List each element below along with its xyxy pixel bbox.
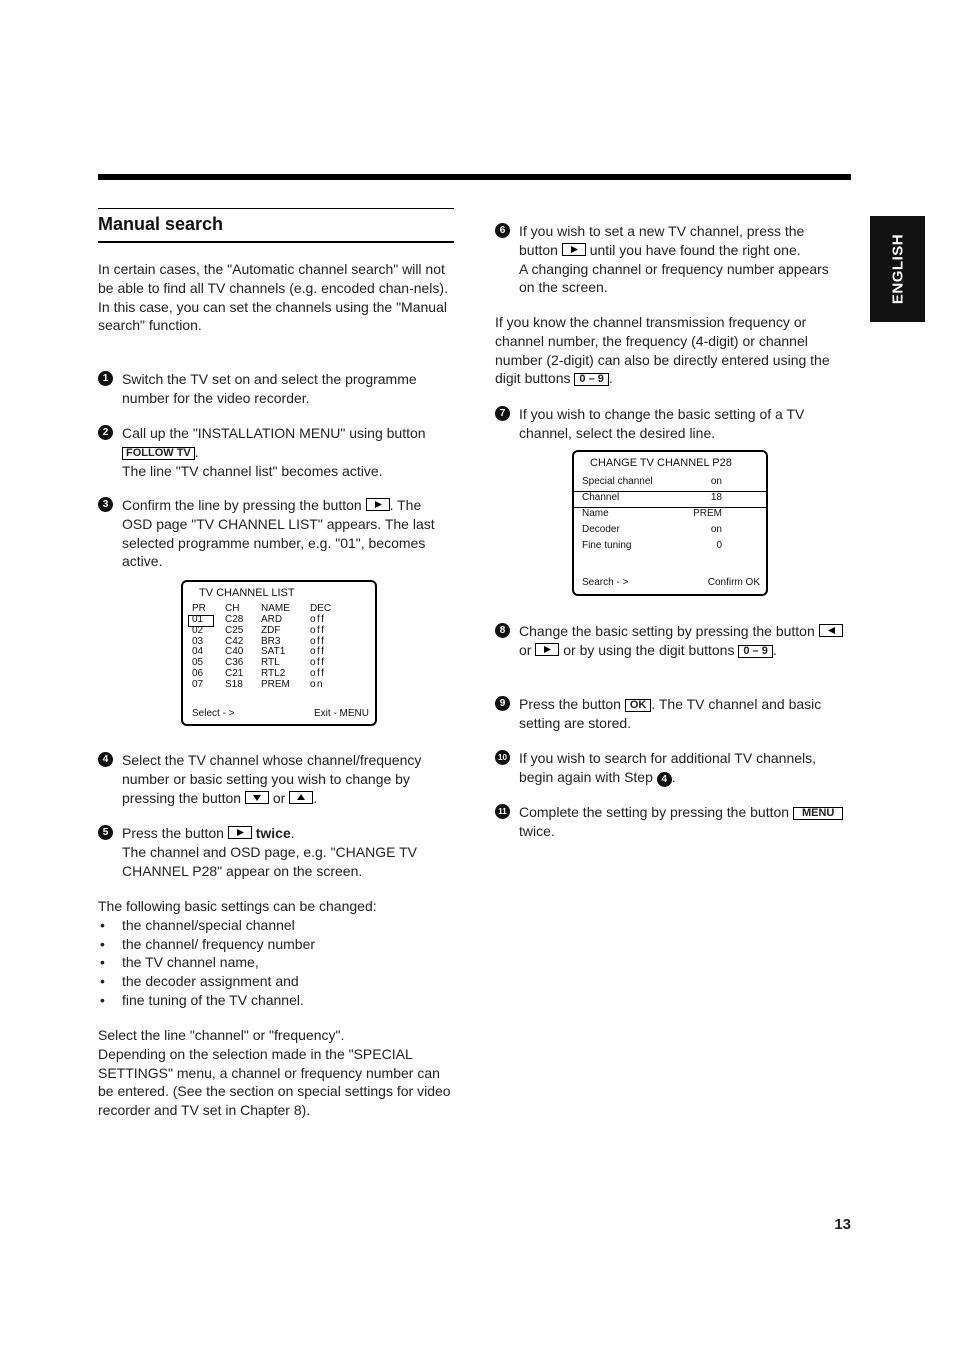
osd-cell: 06	[192, 668, 204, 679]
osd-cell: off	[310, 624, 326, 636]
osd-cell: 02	[192, 624, 204, 636]
step-text: A changing channel or frequency number appears on the screen.	[519, 260, 829, 296]
step-number: 7	[495, 406, 510, 421]
step-number: 3	[98, 497, 113, 512]
digit-keys: 0 – 9	[574, 373, 608, 386]
osd-cell: RTL	[261, 657, 280, 669]
step-number: 6	[495, 223, 510, 238]
step-number: 11	[495, 804, 510, 819]
step-text: until you have found the right one.	[589, 241, 801, 258]
basic-settings-list	[98, 916, 454, 1010]
step-text: Switch the TV set on and select the programme number for the video recorder.	[122, 371, 417, 406]
step-text: Call up the "INSTALLATION MENU" using button	[122, 425, 426, 441]
right-arrow-key-icon	[562, 243, 586, 256]
osd-header-pr: PR	[192, 603, 206, 614]
osd-cell: C28	[225, 614, 244, 625]
step-5	[98, 824, 454, 880]
step-3	[98, 496, 454, 571]
list-item: • fine tuning of the TV channel.	[98, 991, 454, 1010]
intro-paragraph-2: In this case, you can set the channels using the "Manual search" function.	[98, 298, 447, 334]
osd-cell: S18	[225, 678, 243, 690]
step-emphasis: twice	[255, 825, 291, 841]
step-text: .	[772, 641, 777, 658]
osd-cell: SAT1	[261, 646, 286, 658]
step-text: or	[519, 641, 532, 658]
osd-footer-right: Exit - MENU	[314, 708, 369, 719]
step-text: Change the basic setting by pressing the button	[519, 623, 815, 639]
list-item: • the decoder assignment and	[98, 972, 454, 991]
basic-settings-intro: The following basic settings can be changed:	[98, 898, 377, 914]
right-arrow-key-icon	[228, 826, 252, 839]
osd-cell: BR3	[261, 635, 281, 647]
step-number: 10	[495, 750, 510, 765]
step-text: Press the button	[519, 696, 621, 712]
section-title-box	[98, 208, 454, 243]
osd-cell: off	[310, 668, 326, 679]
osd-cell: C40	[225, 646, 244, 658]
osd-footer-right: Confirm OK	[707, 577, 760, 588]
osd-cell: off	[310, 646, 326, 658]
step-4	[98, 751, 454, 807]
osd-footer-left: Select - >	[192, 708, 235, 719]
osd-cell: ARD	[261, 614, 283, 625]
select-line-text	[98, 1026, 454, 1120]
step-8	[495, 622, 845, 660]
paragraph: .	[608, 370, 613, 387]
step-text: Press the button	[122, 825, 224, 841]
osd-row-label: Channel	[582, 492, 620, 503]
osd-cell: C36	[225, 657, 244, 669]
step-9	[495, 695, 845, 733]
osd-cell: RTL2	[261, 668, 286, 679]
step-text: or by using the digit buttons	[563, 641, 735, 658]
step-text: twice.	[519, 822, 555, 839]
list-item: • the TV channel name,	[98, 953, 454, 972]
step-number: 8	[495, 623, 510, 638]
osd-row-value: 18	[710, 492, 722, 503]
paragraph: Select the line "channel" or "frequency".	[98, 1027, 345, 1043]
digit-keys: 0 – 9	[738, 645, 772, 658]
osd-cell: on	[310, 678, 325, 690]
paragraph: Depending on the selection made in the "SPECIAL SETTINGS" menu, a channel or frequency number can be entered. (See the section on special settings for video recorder and TV set in Chapter 8).	[98, 1045, 451, 1119]
step-11	[495, 803, 845, 841]
follow-tv-key: FOLLOW TV	[122, 447, 195, 460]
osd-footer-left: Search - >	[582, 577, 629, 588]
step-text: If you wish to set a new TV channel, press the button	[519, 223, 805, 258]
osd-cell: ZDF	[261, 624, 281, 636]
osd-change-tv-channel	[572, 450, 768, 596]
down-arrow-key-icon	[245, 791, 269, 804]
menu-key: MENU	[793, 807, 843, 820]
step-6	[495, 222, 845, 297]
step-1	[98, 370, 454, 408]
list-item: • the channel/ frequency number	[98, 935, 454, 954]
osd-cell: 03	[192, 635, 204, 647]
step-text: .	[290, 825, 295, 841]
osd-row-value: on	[710, 476, 722, 487]
paragraph: If you know the channel transmission frequency or channel number, the frequency (4-digit) or channel number (2-digit) can also be directly entered using the digit buttons	[495, 314, 830, 387]
up-arrow-key-icon	[289, 791, 313, 804]
osd-row-label: Special channel	[582, 476, 653, 487]
ok-key: OK	[625, 699, 652, 712]
intro	[98, 260, 454, 335]
language-tab	[870, 216, 925, 322]
step-number: 2	[98, 425, 113, 440]
step-7	[495, 405, 845, 443]
osd-cell: 05	[192, 657, 204, 669]
osd-cell: 01	[192, 614, 204, 625]
page-number: 13	[834, 1216, 851, 1233]
osd-cell: C21	[225, 668, 244, 679]
osd-tv-channel-list	[181, 580, 377, 726]
list-item: • the channel/special channel	[98, 916, 454, 935]
step-number: 9	[495, 696, 510, 711]
osd-cell: 04	[192, 646, 204, 658]
osd-row-value: 0	[716, 540, 722, 551]
step-text: The line "TV channel list" becomes active.	[122, 462, 383, 479]
section-title: Manual search	[98, 214, 224, 234]
step-number: 4	[98, 752, 113, 767]
step-text: .	[194, 443, 199, 460]
step-text: Confirm the line by pressing the button	[122, 497, 362, 513]
osd-header-ch: CH	[225, 603, 240, 614]
step-number: 1	[98, 371, 113, 386]
step-reference: 4	[657, 772, 672, 787]
direct-entry	[495, 313, 835, 388]
step-text: . The TV channel and basic setting are stored.	[519, 696, 822, 731]
osd-row-value: PREM	[693, 508, 722, 519]
top-rule	[98, 174, 851, 180]
step-text: .	[313, 789, 318, 806]
step-text: .	[671, 768, 676, 785]
step-10	[495, 749, 845, 787]
osd-cell: off	[310, 635, 326, 647]
left-arrow-key-icon	[819, 624, 843, 637]
osd-cell: C25	[225, 624, 244, 636]
step-text: or	[272, 789, 286, 806]
right-arrow-key-icon	[366, 498, 390, 511]
osd-title: TV CHANNEL LIST	[199, 587, 295, 599]
intro-paragraph-1: In certain cases, the "Automatic channel search" will not be able to find all TV channels (e.g. encoded chan-nels).	[98, 261, 448, 296]
osd-cell: off	[310, 657, 326, 669]
osd-row-value: on	[710, 524, 722, 535]
step-number: 5	[98, 825, 113, 840]
osd-cell: PREM	[261, 678, 290, 690]
basic-settings	[98, 897, 454, 1010]
language-tab-label: ENGLISH	[889, 233, 906, 305]
step-text: Select the TV channel whose channel/frequency number or basic setting you wish to change by pressing the button	[122, 752, 422, 806]
step-text: The channel and OSD page, e.g. "CHANGE TV CHANNEL P28" appear on the screen.	[122, 843, 417, 879]
osd-row-label: Fine tuning	[582, 540, 632, 551]
osd-row-label: Name	[582, 508, 609, 519]
osd-cell: off	[310, 614, 326, 625]
step-text: If you wish to change the basic setting of a TV channel, select the desired line.	[519, 406, 805, 441]
osd-cell: C42	[225, 635, 244, 647]
step-2	[98, 424, 454, 480]
step-text: . The OSD page "TV CHANNEL LIST" appears. The last selected programme number, e.g. "01", becomes active.	[122, 497, 435, 570]
osd-row-label: Decoder	[582, 524, 620, 535]
right-arrow-key-icon	[535, 643, 559, 656]
osd-header-dec: DEC	[310, 603, 332, 614]
step-text: If you wish to search for additional TV channels, begin again with Step	[519, 750, 817, 785]
osd-cell: 07	[192, 678, 204, 690]
osd-title: CHANGE TV CHANNEL P28	[590, 457, 732, 469]
osd-header-name: NAME	[261, 603, 290, 614]
step-text: Complete the setting by pressing the button	[519, 804, 790, 820]
